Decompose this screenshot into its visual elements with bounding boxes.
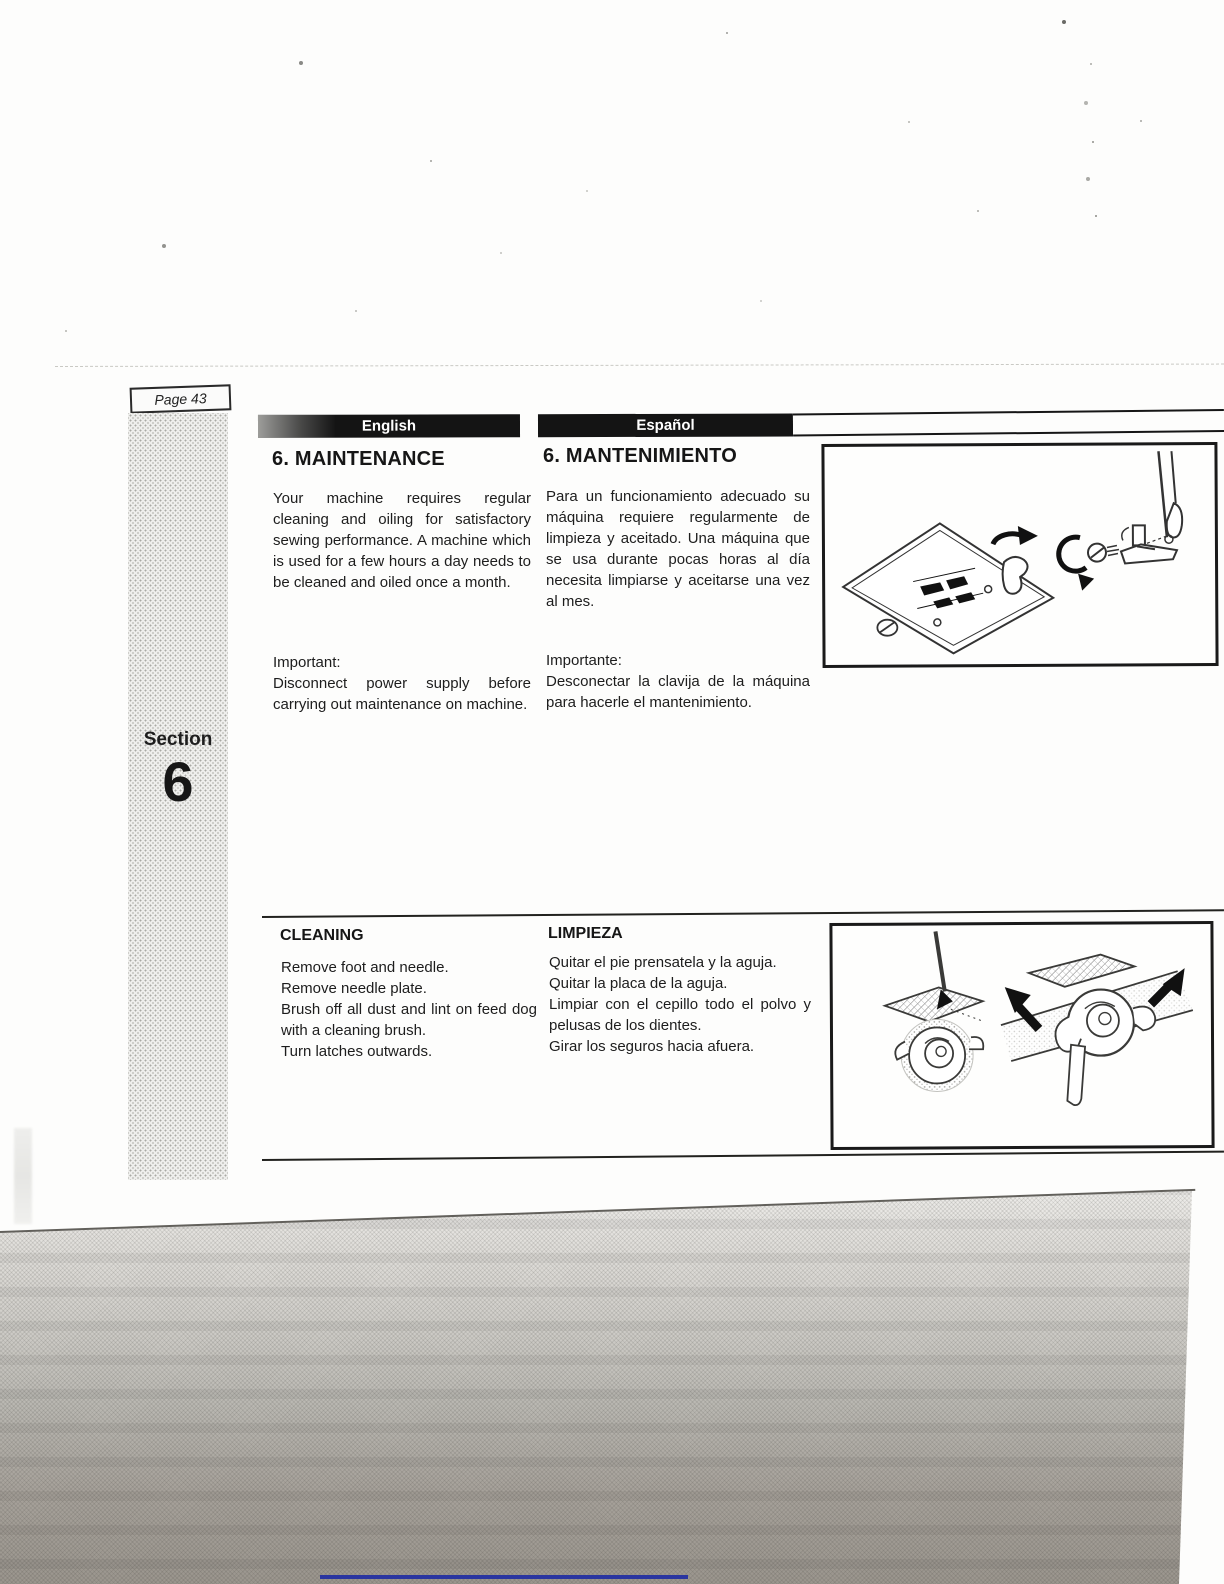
- maintenance-title-es: 6. MANTENIMIENTO: [543, 445, 737, 467]
- section-number: 6: [162, 750, 194, 813]
- cleaning-step: Remove needle plate.: [281, 980, 427, 997]
- feed-dog-cleaning-illustration: [829, 921, 1214, 1150]
- page-number-label: Page 43: [154, 390, 207, 408]
- page-number-badge: [130, 384, 232, 414]
- section-divider-bottom: [262, 1151, 1224, 1161]
- feed-dog-cleaning-drawing: [832, 924, 1211, 1147]
- cleaning-steps-es: [549, 952, 811, 1057]
- scan-noise-speckles: [0, 0, 2, 2]
- header-rule: [793, 409, 1224, 437]
- maintenance-title-en: 6. MAINTENANCE: [272, 448, 445, 470]
- cleaning-step: Girar los seguros hacia afuera.: [549, 1038, 755, 1055]
- scan-page-edge-line: [55, 364, 1224, 367]
- cleaning-steps-en: [281, 957, 537, 1062]
- section-label: Section: [143, 729, 213, 750]
- language-header: [0, 412, 1224, 438]
- section-sidebar: [128, 413, 228, 1180]
- scan-background-band: [0, 1185, 1224, 1584]
- scan-edge-smudge: [14, 1128, 32, 1224]
- maintenance-important-es: [546, 650, 810, 713]
- cleaning-step: Remove foot and needle.: [281, 959, 449, 976]
- bottom-navy-underline: [320, 1575, 688, 1579]
- cleaning-step: Limpiar con el cepillo todo el polvo y pelusas de los dientes.: [549, 996, 811, 1034]
- cleaning-step: Quitar el pie prensatela y la aguja.: [549, 954, 777, 971]
- section-divider-top: [262, 909, 1224, 918]
- important-label-es: Importante:: [546, 652, 622, 669]
- maintenance-body-es: Para un funcionamiento adecuado su máquina requiere regularmente de limpieza y aceitado. Una máquina que se usa durante pocas horas al día necesita limpiarse y aceitarse una vez al mes.: [546, 488, 810, 610]
- tab-english-label: English: [361, 417, 417, 435]
- cleaning-step: Brush off all dust and lint on feed dog with a cleaning brush.: [281, 1001, 537, 1039]
- tab-espanol: [538, 414, 793, 438]
- important-body-en: Disconnect power supply before carrying out maintenance on machine.: [273, 675, 531, 713]
- maintenance-important-en: [273, 652, 531, 715]
- cleaning-step: Turn latches outwards.: [281, 1043, 433, 1060]
- needle-plate-removal-drawing: [824, 445, 1215, 665]
- needle-plate-removal-illustration: [821, 442, 1218, 668]
- important-label-en: Important:: [273, 654, 341, 671]
- cleaning-title-es: LIMPIEZA: [548, 925, 623, 942]
- tab-english: [258, 414, 520, 438]
- tab-espanol-label: Español: [636, 416, 695, 434]
- cleaning-step: Quitar la placa de la aguja.: [549, 975, 728, 992]
- important-body-es: Desconectar la clavija de la máquina para hacerle el mantenimiento.: [546, 673, 810, 711]
- cleaning-title-en: CLEANING: [280, 927, 364, 944]
- maintenance-body-en: Your machine requires regular cleaning and oiling for satisfactory sewing performance. A machine which is used for a few hours a day needs to be cleaned and oiled once a month.: [273, 490, 531, 591]
